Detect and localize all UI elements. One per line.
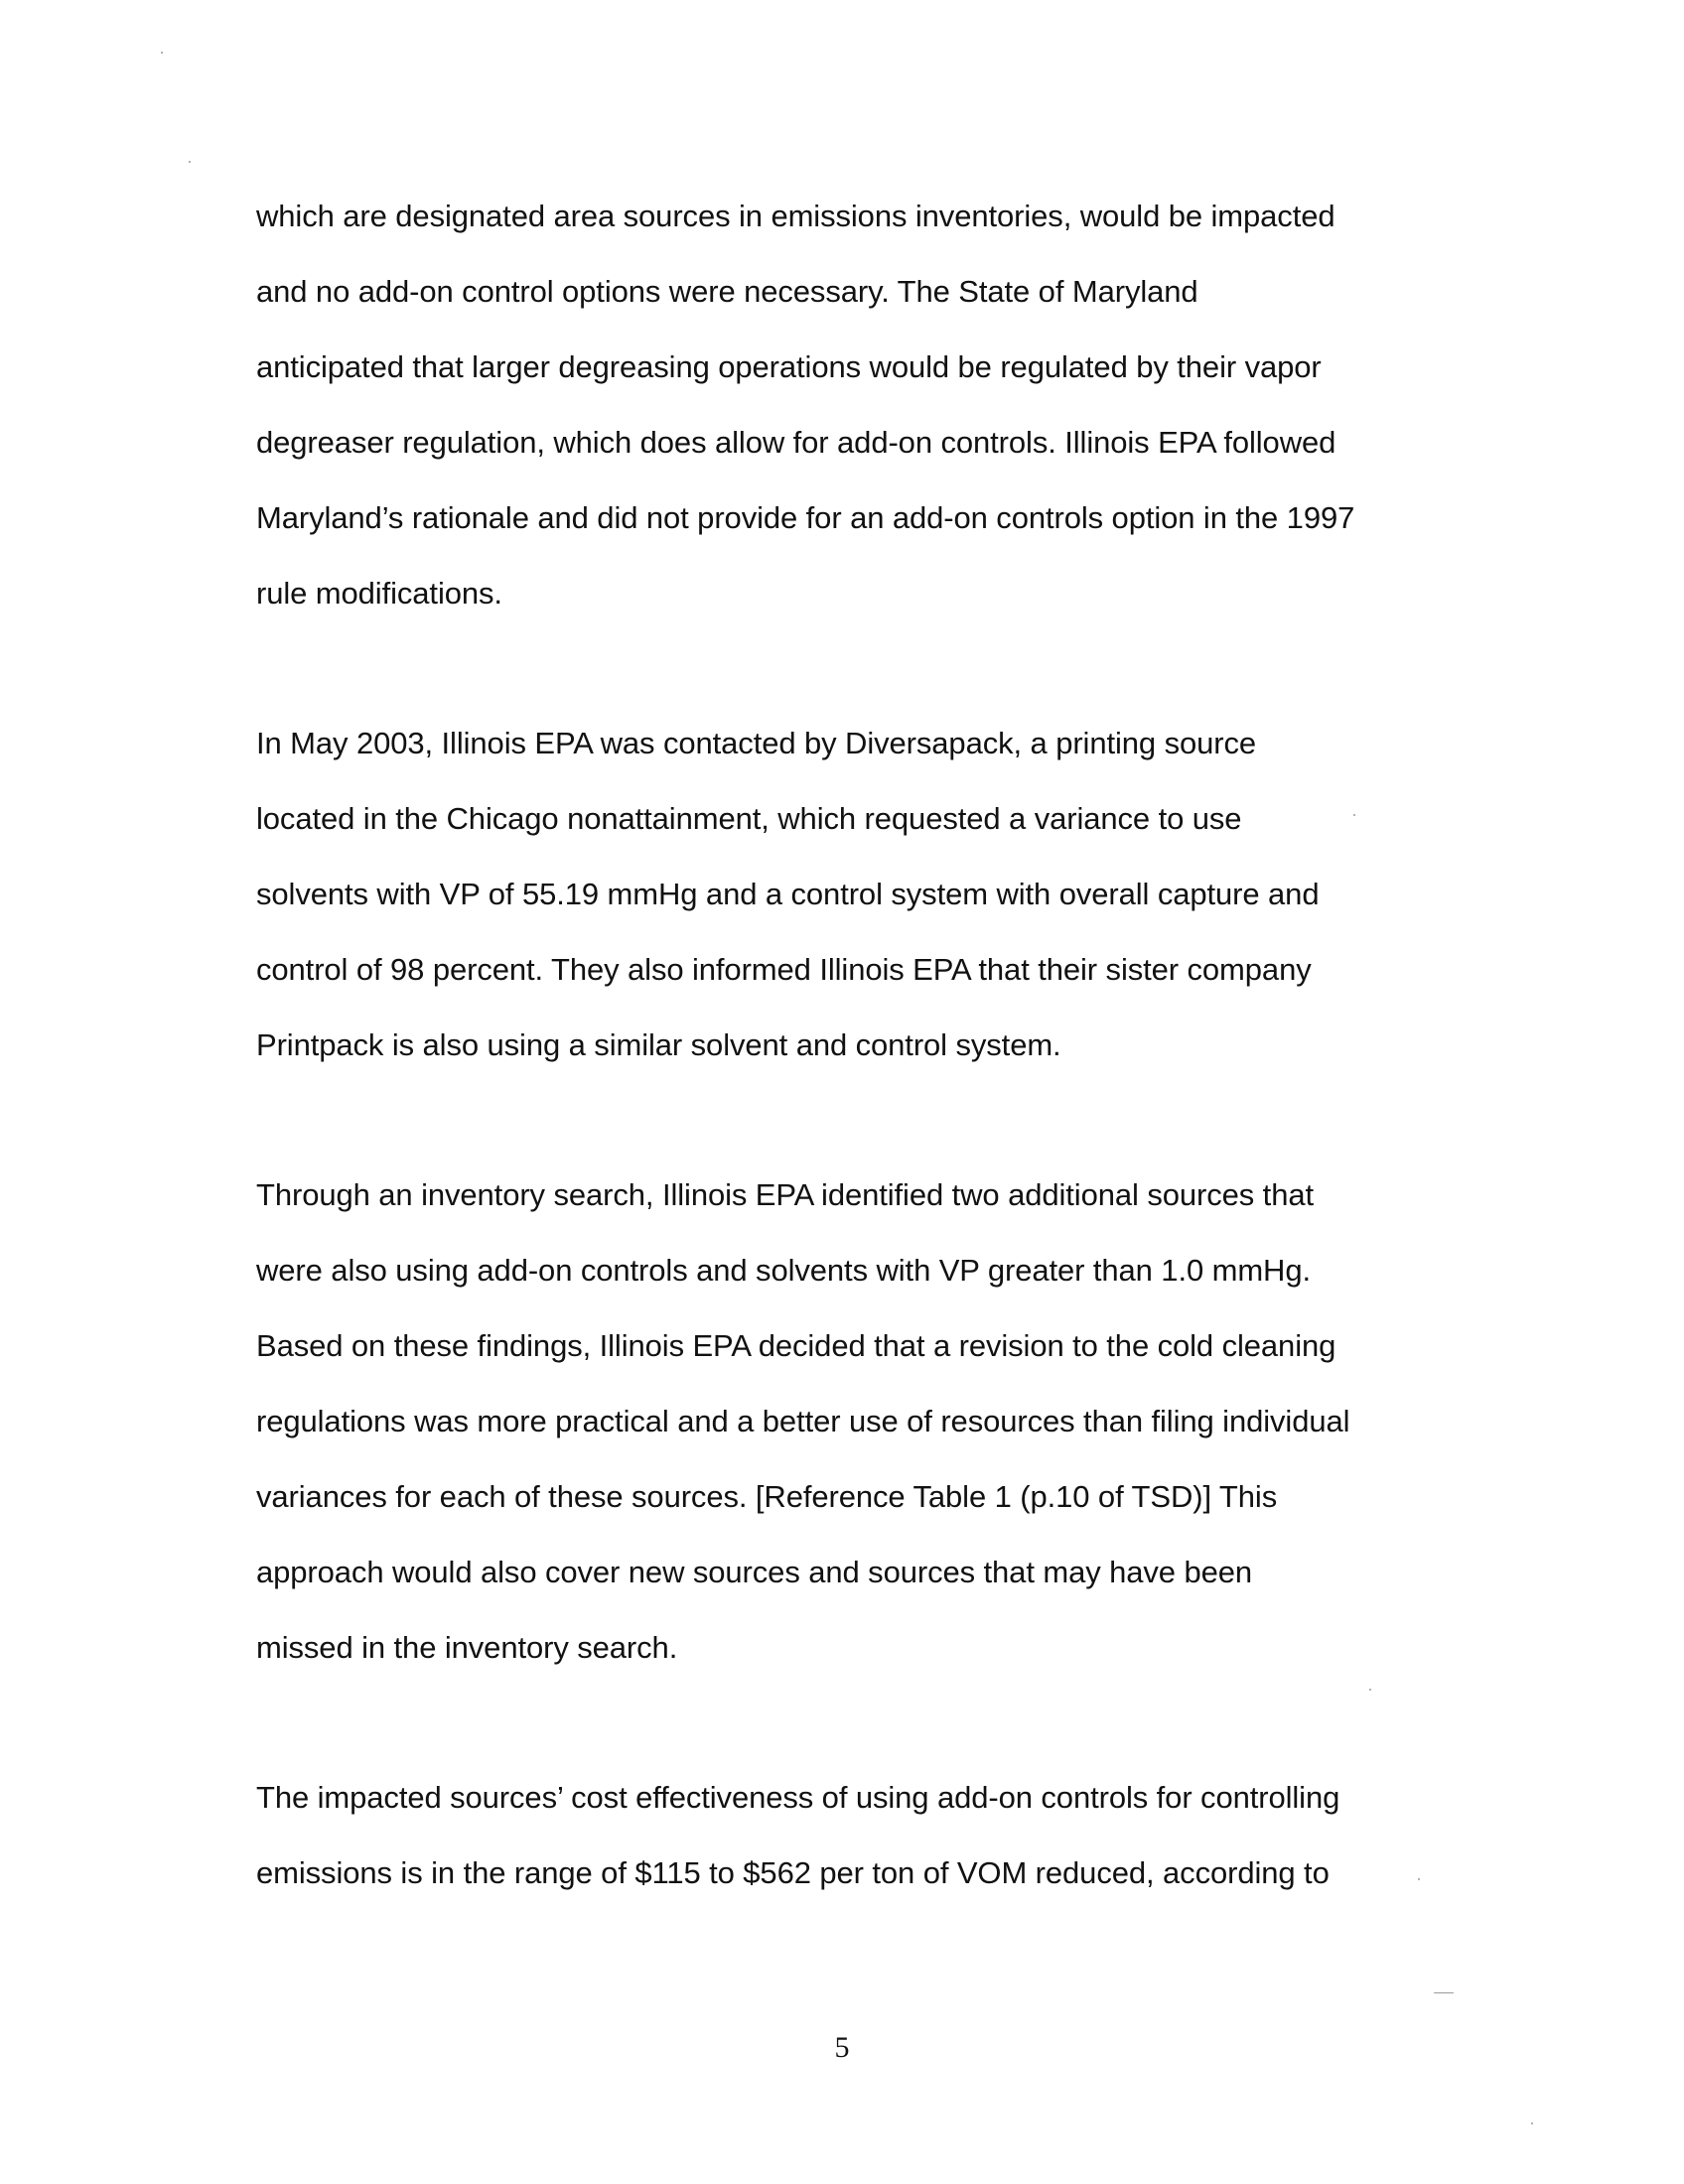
- paragraph-line: Maryland’s rationale and did not provide for an add-on controls option in the 1997: [256, 500, 1355, 535]
- paragraph-line: and no add-on control options were necessary. The State of Maryland: [256, 274, 1198, 309]
- paragraph-line: Through an inventory search, Illinois EPA identified two additional sources that: [256, 1177, 1314, 1212]
- scan-speck: [1418, 1878, 1420, 1880]
- paragraph-line: which are designated area sources in emissions inventories, would be impacted: [256, 199, 1335, 233]
- paragraph-line: Based on these findings, Illinois EPA decided that a revision to the cold cleaning: [256, 1328, 1336, 1363]
- paragraph-line: approach would also cover new sources and sources that may have been: [256, 1555, 1253, 1589]
- scan-speck: [1531, 2122, 1533, 2124]
- paragraph-line: were also using add-on controls and solvents with VP greater than 1.0 mmHg.: [256, 1253, 1312, 1288]
- paragraph-line: variances for each of these sources. [Reference Table 1 (p.10 of TSD)] This: [256, 1479, 1278, 1514]
- paragraph-line: control of 98 percent. They also informed Illinois EPA that their sister company: [256, 952, 1312, 987]
- paragraph-line: In May 2003, Illinois EPA was contacted by Diversapack, a printing source: [256, 726, 1257, 760]
- paragraph-line: degreaser regulation, which does allow for add-on controls. Illinois EPA followed: [256, 425, 1336, 460]
- scan-speck: [161, 52, 163, 54]
- page-number: 5: [834, 2031, 850, 2064]
- paragraph-line: located in the Chicago nonattainment, which requested a variance to use: [256, 801, 1242, 836]
- paragraph-line: Printpack is also using a similar solvent and control system.: [256, 1027, 1061, 1062]
- paragraph-line: regulations was more practical and a better use of resources than filing individual: [256, 1404, 1350, 1438]
- paragraph-line: anticipated that larger degreasing operations would be regulated by their vapor: [256, 349, 1322, 384]
- paragraph-line: The impacted sources’ cost effectiveness of using add-on controls for controlling: [256, 1780, 1340, 1815]
- scan-speck: [189, 161, 191, 163]
- scan-speck: [1434, 1992, 1454, 1993]
- paragraph-line: rule modifications.: [256, 576, 502, 611]
- paragraph-line: solvents with VP of 55.19 mmHg and a control system with overall capture and: [256, 877, 1320, 911]
- paragraph-line: missed in the inventory search.: [256, 1630, 678, 1665]
- scan-speck: [1353, 814, 1355, 816]
- scan-speck: [1369, 1689, 1371, 1691]
- paragraph-line: emissions is in the range of $115 to $562 per ton of VOM reduced, according to: [256, 1855, 1330, 1890]
